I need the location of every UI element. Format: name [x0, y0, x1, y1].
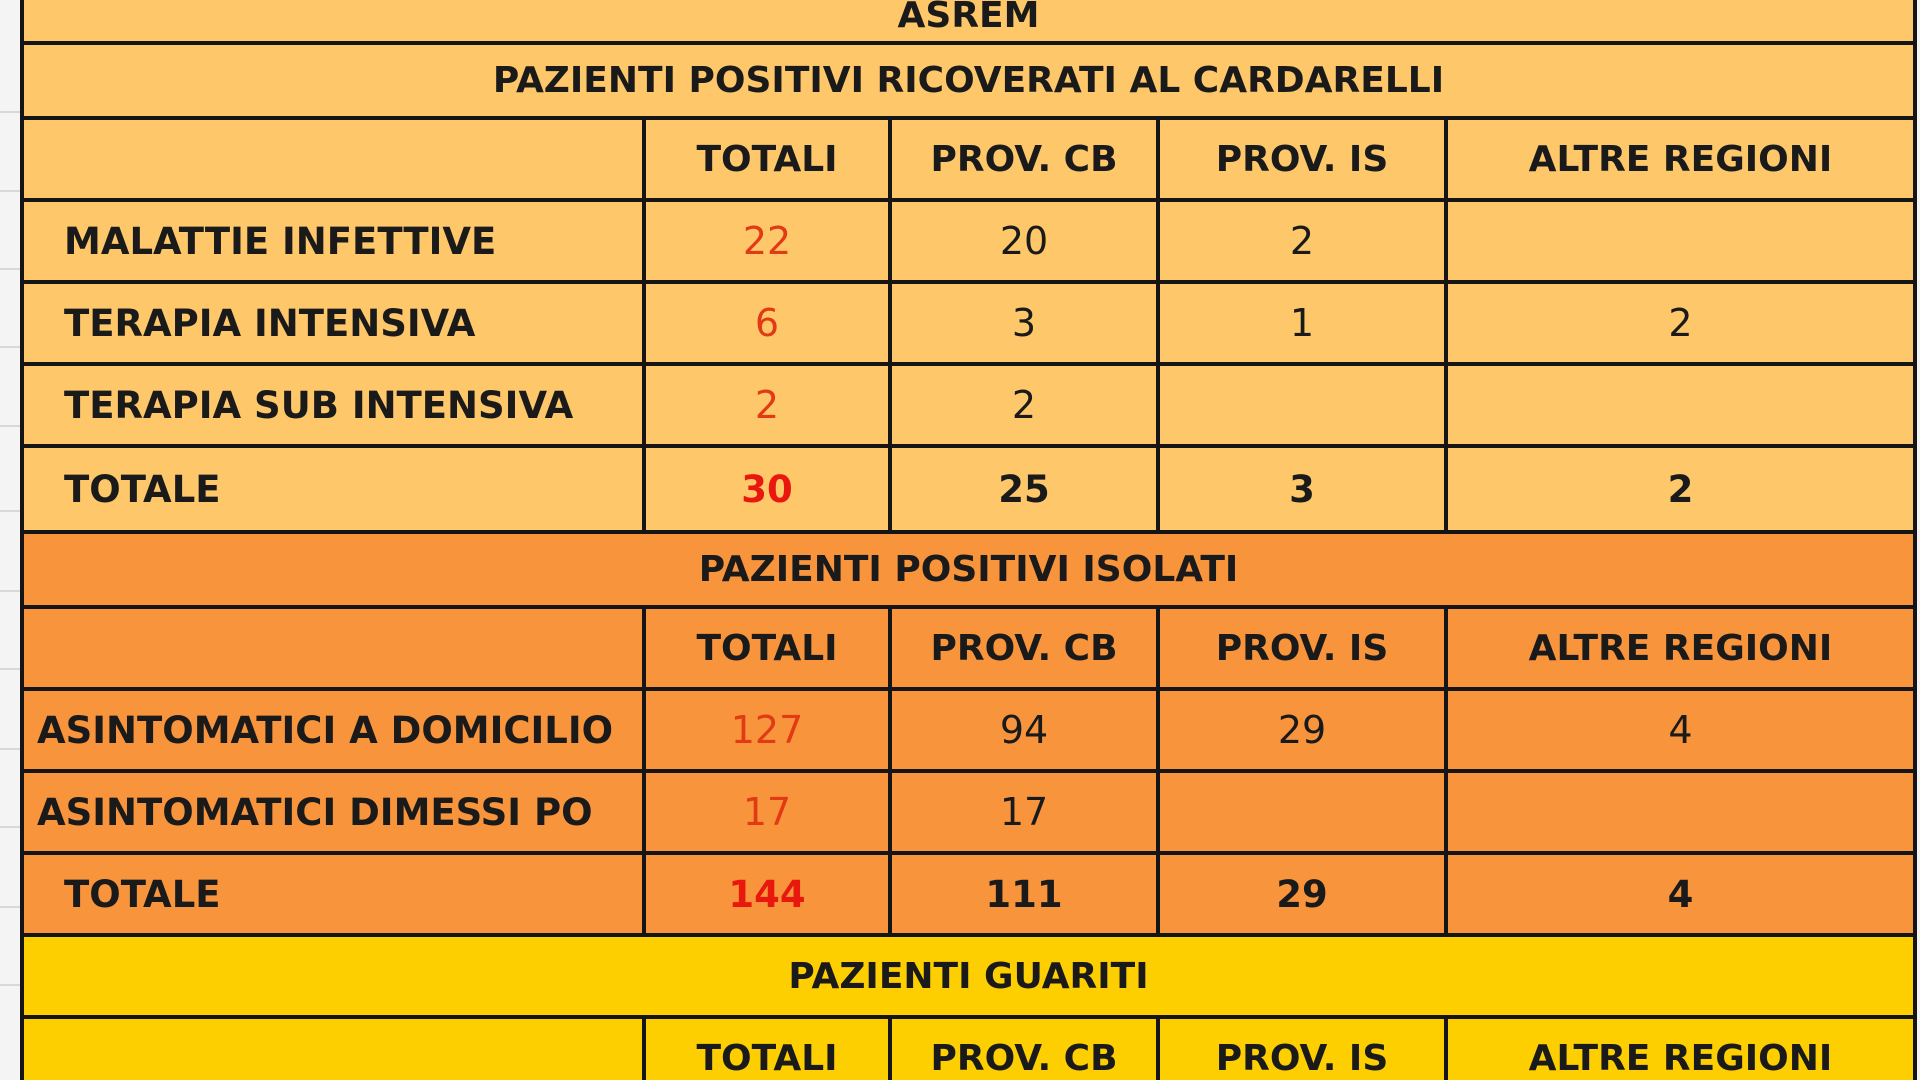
- header-prov-is[interactable]: PROV. IS: [1158, 118, 1446, 200]
- row-gridline: [0, 748, 20, 750]
- header-totali[interactable]: TOTALI: [644, 1017, 890, 1080]
- totale-row: [22, 853, 1915, 935]
- row-label[interactable]: ASINTOMATICI DIMESSI PO: [22, 771, 644, 853]
- row-label[interactable]: TERAPIA INTENSIVA: [22, 282, 644, 364]
- row-gridline: [0, 668, 20, 670]
- row-gridline: [0, 984, 20, 986]
- section-isolati-title-row: [22, 532, 1915, 607]
- cell-altre-regioni[interactable]: 2: [1446, 282, 1915, 364]
- cell-prov-is[interactable]: 29: [1158, 689, 1446, 771]
- header-empty-cell[interactable]: [22, 607, 644, 689]
- header-prov-is[interactable]: PROV. IS: [1158, 1017, 1446, 1080]
- cell-prov-cb[interactable]: 17: [890, 771, 1158, 853]
- cell-altre-regioni[interactable]: [1446, 364, 1915, 446]
- header-totali[interactable]: TOTALI: [644, 118, 890, 200]
- cell-totali[interactable]: 144: [644, 853, 890, 935]
- header-prov-cb[interactable]: PROV. CB: [890, 1017, 1158, 1080]
- cell-totali[interactable]: 2: [644, 364, 890, 446]
- row-label[interactable]: MALATTIE INFETTIVE: [22, 200, 644, 282]
- section-title[interactable]: PAZIENTI POSITIVI ISOLATI: [22, 532, 1915, 607]
- table-row: [22, 771, 1915, 853]
- section-ricoverati-title-row: [22, 43, 1915, 118]
- row-label[interactable]: TERAPIA SUB INTENSIVA: [22, 364, 644, 446]
- cell-altre-regioni[interactable]: 4: [1446, 689, 1915, 771]
- row-gridline: [0, 590, 20, 592]
- cell-prov-cb[interactable]: 20: [890, 200, 1158, 282]
- cell-altre-regioni[interactable]: [1446, 200, 1915, 282]
- cell-prov-is[interactable]: [1158, 771, 1446, 853]
- cell-prov-cb[interactable]: 3: [890, 282, 1158, 364]
- cell-totali[interactable]: 30: [644, 446, 890, 532]
- cell-altre-regioni[interactable]: 4: [1446, 853, 1915, 935]
- header-prov-is[interactable]: PROV. IS: [1158, 607, 1446, 689]
- header-altre-regioni[interactable]: ALTRE REGIONI: [1446, 1017, 1915, 1080]
- cell-altre-regioni[interactable]: [1446, 771, 1915, 853]
- cell-prov-is[interactable]: 29: [1158, 853, 1446, 935]
- report-title-row: [22, 0, 1915, 43]
- table-row: [22, 689, 1915, 771]
- section-title[interactable]: PAZIENTI GUARITI: [22, 935, 1915, 1017]
- section-guariti-title-row: [22, 935, 1915, 1017]
- section-isolati-header-row: [22, 607, 1915, 689]
- row-gridline: [0, 190, 20, 192]
- header-altre-regioni[interactable]: ALTRE REGIONI: [1446, 607, 1915, 689]
- row-gridline: [0, 268, 20, 270]
- table-row: [22, 282, 1915, 364]
- cell-prov-cb[interactable]: 94: [890, 689, 1158, 771]
- cell-prov-cb[interactable]: 25: [890, 446, 1158, 532]
- cell-prov-is[interactable]: 3: [1158, 446, 1446, 532]
- cell-totali[interactable]: 17: [644, 771, 890, 853]
- cell-totali[interactable]: 127: [644, 689, 890, 771]
- cell-prov-cb[interactable]: 111: [890, 853, 1158, 935]
- row-gridline: [0, 510, 20, 512]
- section-ricoverati-header-row: [22, 118, 1915, 200]
- row-gridline: [0, 111, 20, 113]
- header-prov-cb[interactable]: PROV. CB: [890, 118, 1158, 200]
- row-gridline: [0, 346, 20, 348]
- header-altre-regioni[interactable]: ALTRE REGIONI: [1446, 118, 1915, 200]
- header-empty-cell[interactable]: [22, 1017, 644, 1080]
- cell-prov-is[interactable]: 1: [1158, 282, 1446, 364]
- cell-prov-is[interactable]: [1158, 364, 1446, 446]
- cell-totali[interactable]: 22: [644, 200, 890, 282]
- cell-prov-is[interactable]: 2: [1158, 200, 1446, 282]
- section-guariti-header-row: [22, 1017, 1915, 1080]
- totale-row: [22, 446, 1915, 532]
- cell-prov-cb[interactable]: 2: [890, 364, 1158, 446]
- row-label[interactable]: ASINTOMATICI A DOMICILIO: [22, 689, 644, 771]
- cell-totali[interactable]: 6: [644, 282, 890, 364]
- table-row: [22, 200, 1915, 282]
- report-title[interactable]: ASREM: [22, 0, 1915, 43]
- row-gridline: [0, 906, 20, 908]
- section-title[interactable]: PAZIENTI POSITIVI RICOVERATI AL CARDARELLI: [22, 43, 1915, 118]
- totale-label[interactable]: TOTALE: [22, 446, 644, 532]
- row-gridline: [0, 826, 20, 828]
- header-prov-cb[interactable]: PROV. CB: [890, 607, 1158, 689]
- table-row: [22, 364, 1915, 446]
- asrem-report-table: [20, 0, 1917, 1080]
- totale-label[interactable]: TOTALE: [22, 853, 644, 935]
- header-empty-cell[interactable]: [22, 118, 644, 200]
- header-totali[interactable]: TOTALI: [644, 607, 890, 689]
- row-gridline: [0, 425, 20, 427]
- cell-altre-regioni[interactable]: 2: [1446, 446, 1915, 532]
